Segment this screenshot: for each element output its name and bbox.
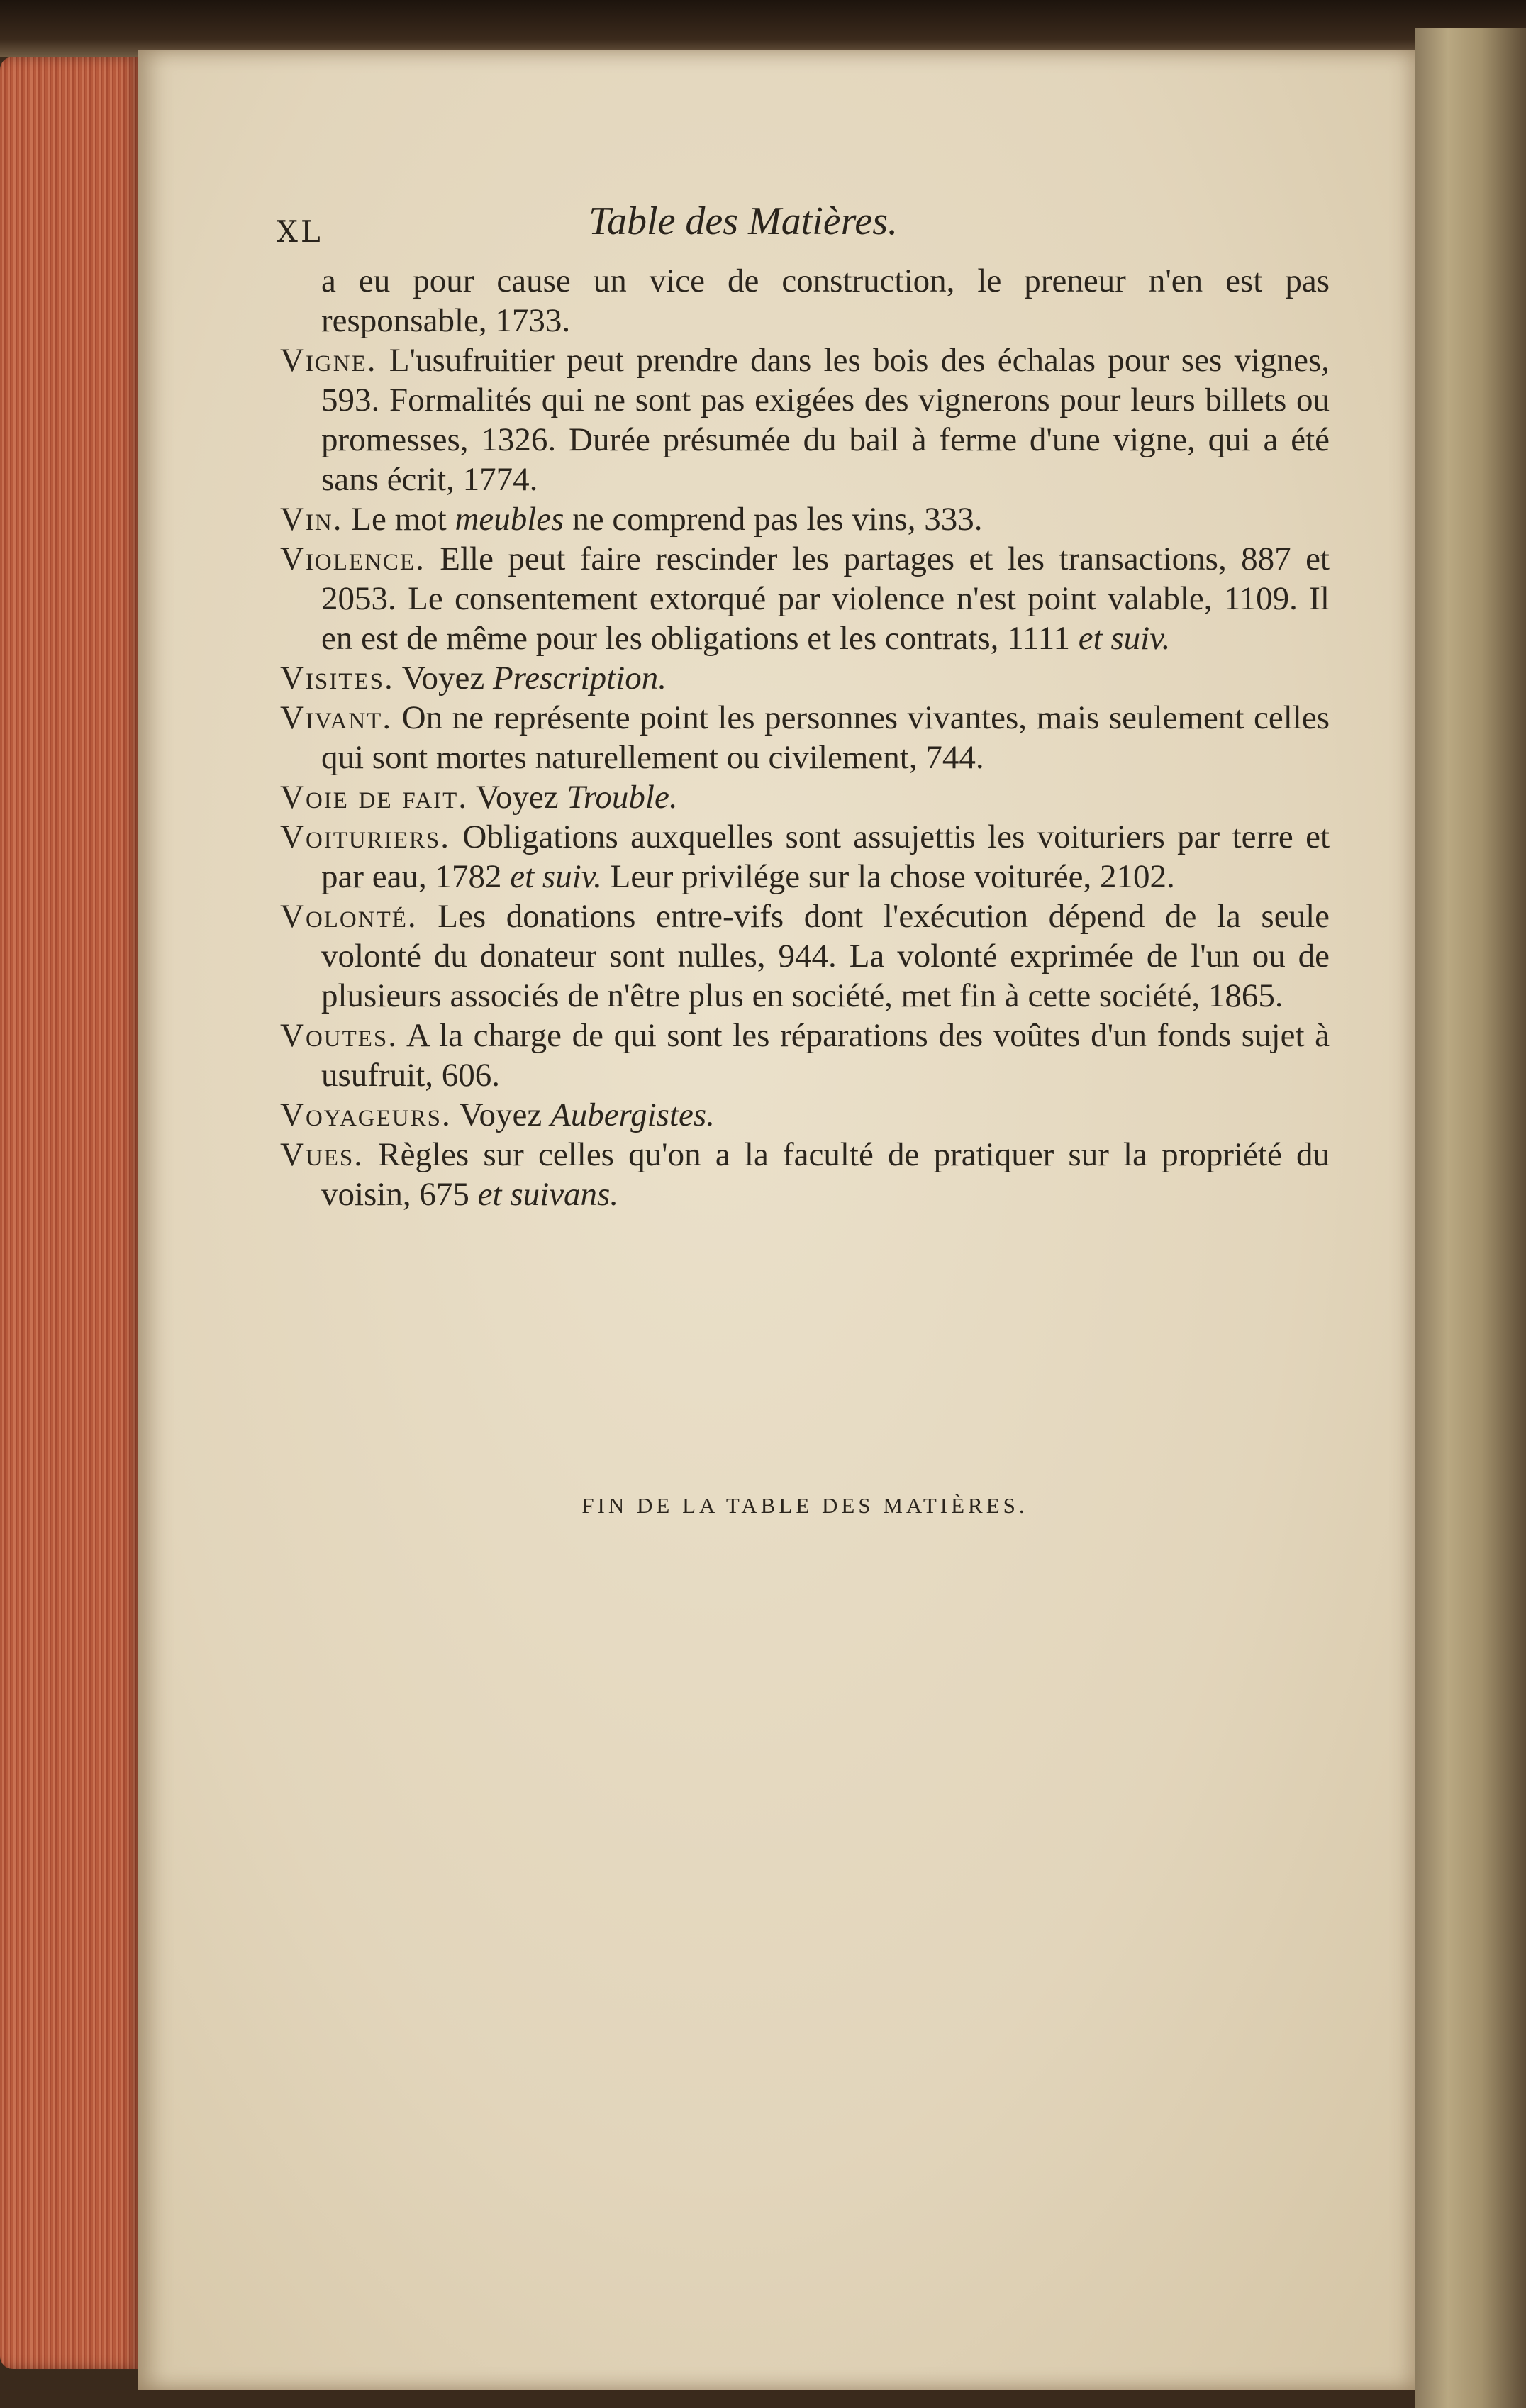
entry-headword: Vigne.: [280, 342, 377, 379]
index-entry-vivant: [280, 698, 1330, 777]
entry-headword: Vivant.: [280, 699, 393, 736]
entry-text: a eu pour cause un vice de construction, le preneur n'en est pas responsable, 1733.: [321, 262, 1330, 339]
entry-text: Le mot: [342, 501, 455, 538]
index-entry-vin: [280, 499, 1330, 539]
entry-text: Elle peut faire rescinder les partages et les transactions, 887 et 2053. Le consentement extorqué par violence n'est point valable, 1109. Il en est de même pour les obligations et les contrats, 1111: [321, 540, 1330, 657]
entry-text: Obligations auxquelles sont assujettis les voituriers par terre et par eau, 1782: [321, 819, 1330, 895]
page-title: Table des Matières.: [589, 199, 898, 243]
entry-headword: Voutes.: [280, 1017, 399, 1054]
entry-text: L'usufruitier peut prendre dans les bois des échalas pour ses vignes, 593. Formalités qui ne sont pas exigées des vignerons pour leurs billets ou promesses, 1326. Durée présumée du bail à ferme d'une vigne, qui a été sans écrit, 1774.: [321, 342, 1330, 498]
running-head: [277, 199, 1326, 255]
index-entry-voie-de-fait: [280, 777, 1330, 817]
entry-italic: Prescription.: [492, 660, 667, 697]
entry-headword: Voituriers.: [280, 819, 451, 855]
entry-headword: Vin.: [280, 501, 343, 538]
entry-headword: Voyageurs.: [280, 1097, 452, 1133]
entry-text: ne comprend pas les vins, 333.: [564, 501, 983, 538]
index-entry-continuation: [280, 261, 1330, 340]
page-stack-edge: [0, 57, 142, 2369]
entry-text: Leur privilége sur la chose voiturée, 2102.: [601, 858, 1175, 895]
book-top-edge: [0, 0, 1526, 57]
entry-text: Les donations entre-vifs dont l'exécution dépend de la seule volonté du donateur sont nulles, 944. La volonté exprimée de l'un ou de plusieurs associés de n'être plus en société, met fin à cette société, 1865.: [321, 898, 1330, 1014]
index-entry-vues: [280, 1135, 1330, 1214]
entry-headword: Visites.: [280, 660, 394, 697]
page-number: XL: [277, 214, 323, 249]
entry-headword: Volonté.: [280, 898, 418, 935]
index-entry-violence: [280, 539, 1330, 658]
entry-headword: Vues.: [280, 1136, 364, 1173]
entry-text: A la charge de qui sont les réparations des voûtes d'un fonds sujet à usufruit, 606.: [321, 1017, 1330, 1094]
entry-text: Voyez: [451, 1097, 550, 1133]
index-text: [280, 261, 1330, 1214]
entry-text: Règles sur celles qu'on a la faculté de pratiquer sur la propriété du voisin, 675: [321, 1136, 1330, 1213]
index-entry-visites: [280, 658, 1330, 698]
entry-italic: et suiv.: [1078, 620, 1171, 657]
entry-text: On ne représente point les personnes vivantes, mais seulement celles qui sont mortes naturellement ou civilement, 744.: [321, 699, 1330, 776]
index-entry-voutes: [280, 1016, 1330, 1095]
index-entry-volonte: [280, 897, 1330, 1016]
index-entry-voyageurs: [280, 1095, 1330, 1135]
entry-headword: Voie de fait.: [280, 779, 469, 816]
binding-edge: [1415, 28, 1526, 2408]
entry-italic: et suivans.: [477, 1176, 619, 1213]
entry-italic: et suiv.: [510, 858, 602, 895]
entry-headword: Violence.: [280, 540, 425, 577]
index-entry-voituriers: [280, 817, 1330, 897]
entry-text: Voyez: [394, 660, 493, 697]
end-of-table-note: FIN DE LA TABLE DES MATIÈRES.: [581, 1493, 1028, 1518]
entry-italic: meubles: [455, 501, 564, 538]
entry-text: Voyez: [468, 779, 567, 816]
index-entry-vigne: [280, 340, 1330, 499]
entry-italic: Aubergistes.: [550, 1097, 715, 1133]
entry-italic: Trouble.: [567, 779, 678, 816]
